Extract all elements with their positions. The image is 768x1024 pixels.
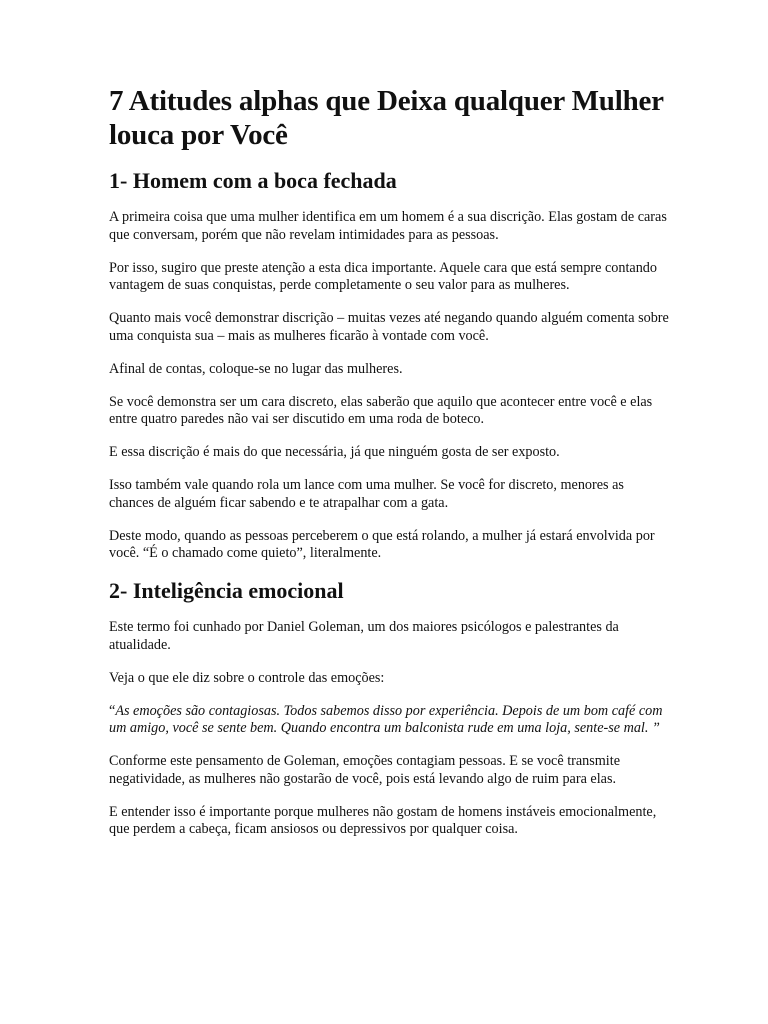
- paragraph: Conforme este pensamento de Goleman, emoções contagiam pessoas. E se você transmite negatividade, as mulheres não gostarão de você, pois está levando algo de ruim para elas.: [109, 753, 620, 787]
- document-page: [109, 84, 669, 854]
- paragraph: Se você demonstra ser um cara discreto, elas saberão que aquilo que acontecer entre você e elas entre quatro paredes não vai ser discutido em uma roda de boteco.: [109, 393, 653, 427]
- paragraph: E entender isso é importante porque mulheres não gostam de homens instáveis emocionalmente, que perdem a cabeça, ficam ansiosos ou depressivos por qualquer coisa.: [109, 803, 657, 837]
- section-1-heading: 1- Homem com a boca fechada: [109, 168, 397, 193]
- section-2: [109, 578, 669, 839]
- paragraph: Quanto mais você demonstrar discrição – muitas vezes até negando quando alguém comenta sobre uma conquista sua – mais as mulheres ficarão à vontade com você.: [109, 310, 669, 344]
- paragraph: E essa discrição é mais do que necessária, já que ninguém gosta de ser exposto.: [109, 444, 560, 460]
- quote-text: As emoções são contagiosas. Todos sabemos disso por experiência. Depois de um bom café com um amigo, você se sente bem. Quando encontra um balconista rude em uma loja, sente-se mal. ”: [109, 702, 663, 736]
- paragraph: Por isso, sugiro que preste atenção a esta dica importante. Aquele cara que está sempre contando vantagem de suas conquistas, perde completamente o seu valor para as mulheres.: [109, 259, 657, 293]
- document-title: 7 Atitudes alphas que Deixa qualquer Mulher louca por Você: [109, 85, 664, 151]
- paragraph: A primeira coisa que uma mulher identifica em um homem é a sua discrição. Elas gostam de caras que conversam, porém que não revelam intimidades para as pessoas.: [109, 209, 667, 243]
- paragraph: Isso também vale quando rola um lance com uma mulher. Se você for discreto, menores as chances de alguém ficar sabendo e te atrapalhar com a gata.: [109, 477, 624, 511]
- section-2-heading: 2- Inteligência emocional: [109, 578, 344, 603]
- paragraph: Deste modo, quando as pessoas perceberem o que está rolando, a mulher já estará envolvida por você. “É o chamado come quieto”, literalmente.: [109, 527, 655, 561]
- paragraph: Veja o que ele diz sobre o controle das emoções:: [109, 669, 385, 686]
- quote-paragraph: [109, 703, 669, 738]
- paragraph: Este termo foi cunhado por Daniel Goleman, um dos maiores psicólogos e palestrantes da atualidade.: [109, 619, 619, 653]
- paragraph: Afinal de contas, coloque-se no lugar das mulheres.: [109, 360, 403, 377]
- quote-open-mark: “: [109, 702, 116, 719]
- section-1: [109, 168, 669, 563]
